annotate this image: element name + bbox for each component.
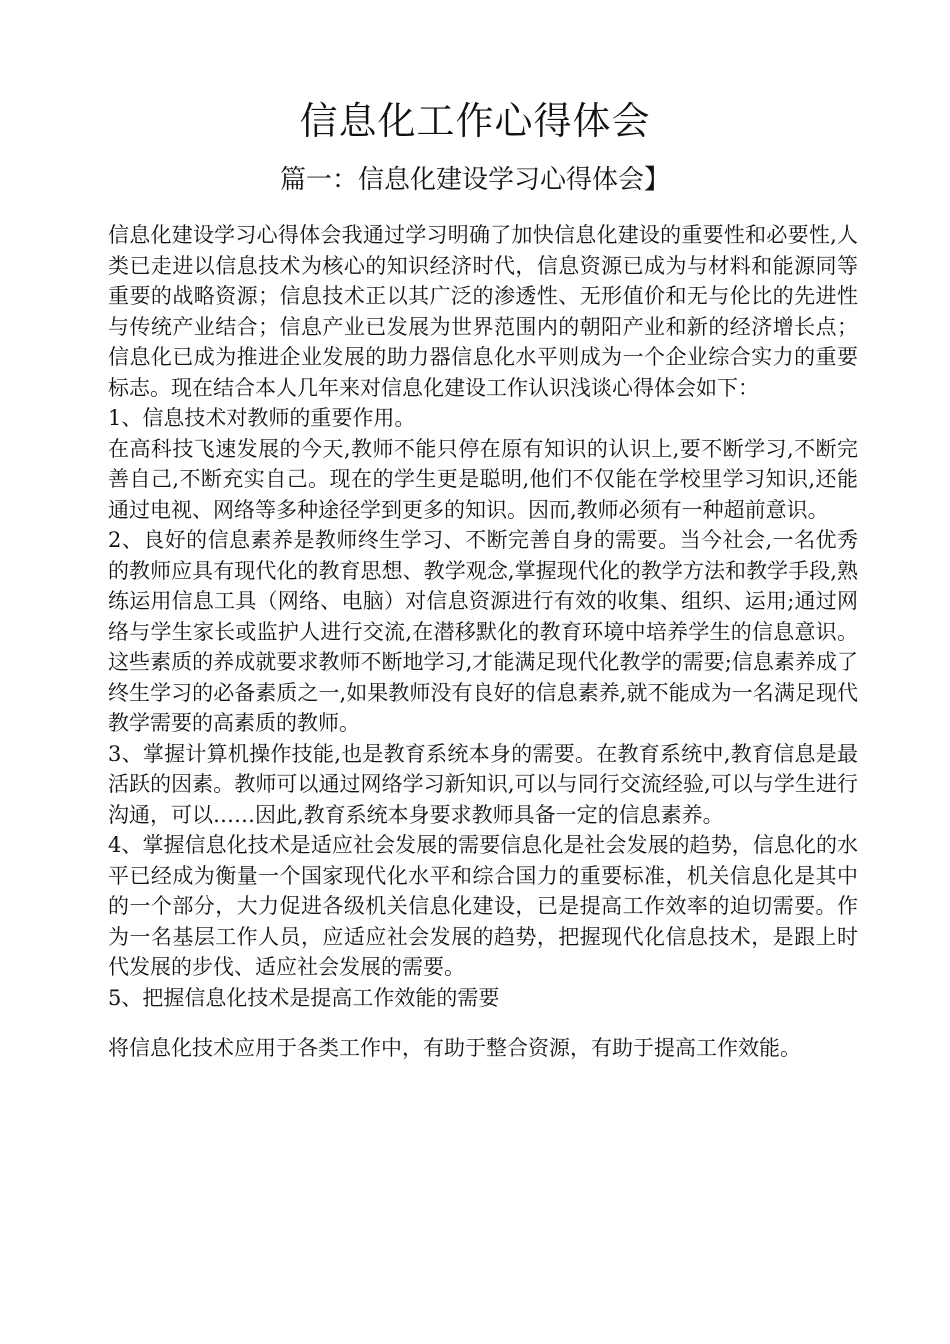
- intro-paragraph: 信息化建设学习心得体会我通过学习明确了加快信息化建设的重要性和必要性,人类已走进以信息技术为核心的知识经济时代，信息资源已成为与材料和能源同等重要的战略资源；信息技术正以其广泛的渗透性、无形值价和无与伦比的先进性与传统产业结合；信息产业已发展为世界范围内的朝阳产业和新的经济增长点；信息化已成为推进企业发展的助力器信息化水平则成为一个企业综合实力的重要标志。现在结合本人几年来对信息化建设工作认识浅谈心得体会如下：: [108, 223, 858, 400]
- document-subtitle: 篇一：信息化建设学习心得体会】: [279, 165, 670, 195]
- section-4-paragraph: 4、掌握信息化技术是适应社会发展的需要信息化是社会发展的趋势，信息化的水平已经成为衡量一个国家现代化水平和综合国力的重要标准，机关信息化是其中的一个部分，大力促进各级机关信息化建设，已是提高工作效率的迫切需要。作为一名基层工作人员，应适应社会发展的趋势，把握现代化信息技术，是跟上时代发展的步伐、适应社会发展的需要。: [108, 833, 858, 979]
- section-2-paragraph: 2、良好的信息素养是教师终生学习、不断完善自身的需要。当今社会,一名优秀的教师应具有现代化的教育思想、教学观念,掌握现代化的教学方法和教学手段,熟练运用信息工具（网络、电脑）对信息资源进行有效的收集、组织、运用;通过网络与学生家长或监护人进行交流,在潜移默化的教育环境中培养学生的信息意识。这些素质的养成就要求教师不断地学习,才能满足现代化教学的需要;信息素养成了终生学习的必备素质之一,如果教师没有良好的信息素养,就不能成为一名满足现代教学需要的高素质的教师。: [108, 528, 858, 735]
- section-3-paragraph: 3、掌握计算机操作技能,也是教育系统本身的需要。在教育系统中,教育信息是最活跃的因素。教师可以通过网络学习新知识,可以与同行交流经验,可以与学生进行沟通，可以……因此,教育系统本身要求教师具备一定的信息素养。: [108, 741, 858, 827]
- section-1-paragraph: 在高科技飞速发展的今天,教师不能只停在原有知识的认识上,要不断学习,不断完善自己,不断充实自己。现在的学生更是聪明,他们不仅能在学校里学习知识,还能通过电视、网络等多种途径学到更多的知识。因而,教师必须有一种超前意识。: [108, 436, 858, 522]
- section-1-heading: 1、信息技术对教师的重要作用。: [108, 406, 416, 430]
- document-title: 信息化工作心得体会: [299, 99, 651, 143]
- closing-paragraph: 将信息化技术应用于各类工作中，有助于整合资源，有助于提高工作效能。: [108, 1036, 801, 1060]
- section-5-heading: 5、把握信息化技术是提高工作效能的需要: [108, 985, 500, 1010]
- document-body: [108, 220, 858, 1064]
